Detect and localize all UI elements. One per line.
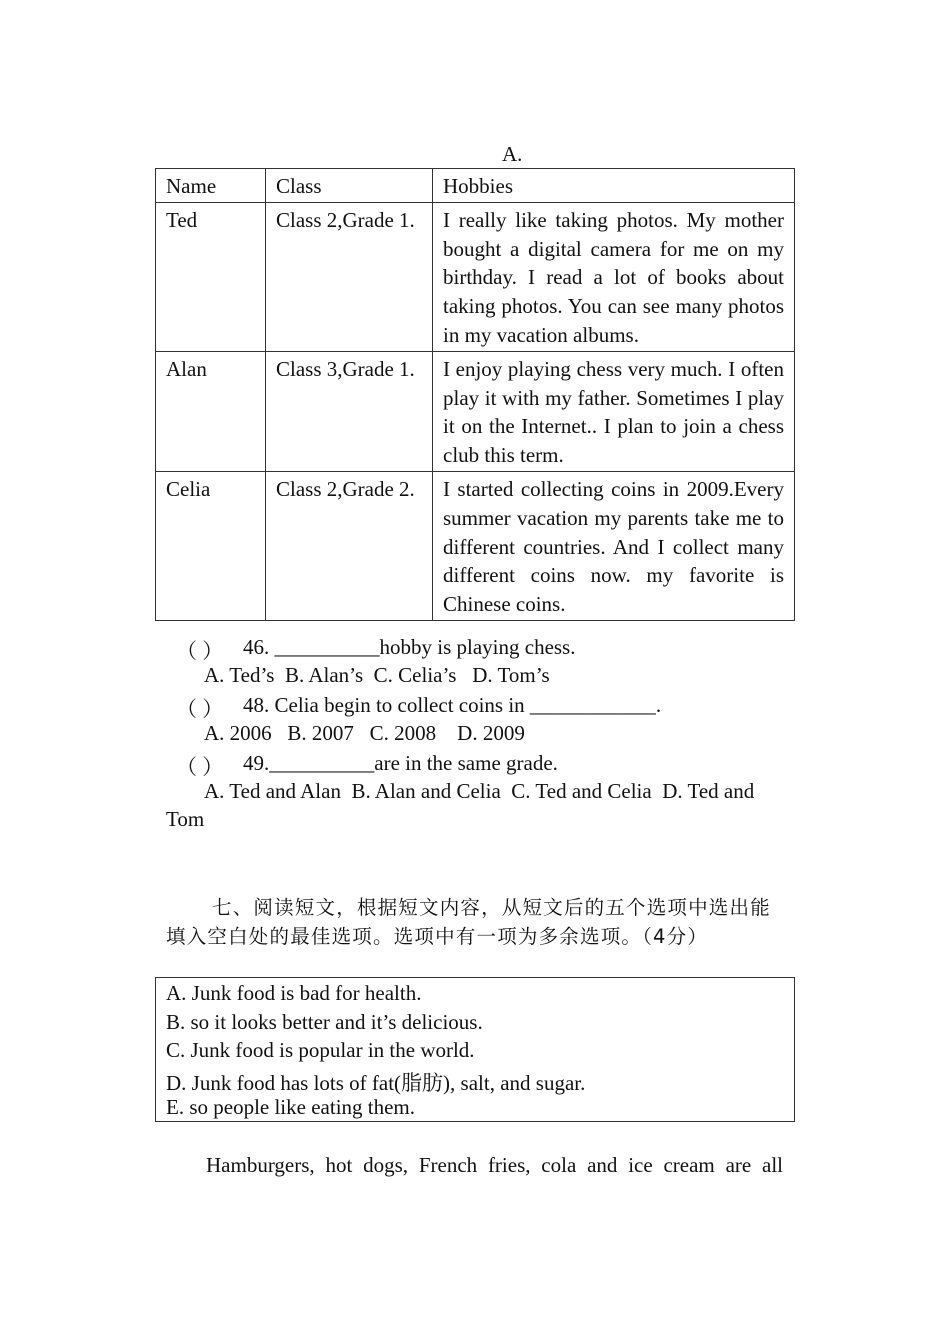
section-letter: A. (502, 142, 523, 166)
header-name: Name (156, 169, 266, 203)
options-49-wrap: Tom (166, 807, 205, 831)
options-48: A. 2006 B. 2007 C. 2008 D. 2009 (204, 721, 525, 745)
cell-class: Class 2,Grade 1. (266, 202, 433, 351)
choice-c: C. Junk food is popular in the world. (166, 1038, 475, 1062)
question-48: 48. Celia begin to collect coins in ____________. (243, 693, 662, 717)
table-row (156, 351, 795, 471)
cell-hobbies: I really like taking photos. My mother bought a digital camera for me on my birthday. I read a lot of books about taking photos. You can see many photos in my vacation albums. (433, 202, 795, 351)
question-46: 46. __________hobby is playing chess. (243, 635, 576, 659)
cell-name: Celia (156, 471, 266, 620)
choice-a: A. Junk food is bad for health. (166, 981, 422, 1005)
table-header-row (156, 169, 795, 203)
passage-first-line: Hamburgers, hot dogs, French fries, cola and ice cream are all (206, 1153, 783, 1177)
table-row (156, 202, 795, 351)
header-hobbies: Hobbies (433, 169, 795, 203)
cell-hobbies: I enjoy playing chess very much. I often play it with my father. Sometimes I play it on the Internet.. I plan to join a chess club this term. (433, 351, 795, 471)
hobbies-table (155, 168, 795, 621)
table-row (156, 471, 795, 620)
question-49: 49.__________are in the same grade. (243, 751, 558, 775)
answer-blank-49[interactable]: （ ） (176, 755, 224, 779)
cell-name: Ted (156, 202, 266, 351)
choices-box (155, 977, 795, 1122)
cell-class: Class 3,Grade 1. (266, 351, 433, 471)
answer-blank-46[interactable]: （ ） (176, 639, 224, 663)
header-class: Class (266, 169, 433, 203)
choice-e: E. so people like eating them. (166, 1095, 416, 1119)
section-7-instruction: 七、阅读短文，根据短文内容，从短文后的五个选项中选出能填入空白处的最佳选项。选项中有一项为多余选项。（4分） (166, 896, 771, 948)
choice-d: D. Junk food has lots of fat(脂肪), salt, and sugar. (166, 1071, 586, 1095)
options-49: A. Ted and Alan B. Alan and Celia C. Ted and Celia D. Ted and (204, 779, 755, 803)
cell-class: Class 2,Grade 2. (266, 471, 433, 620)
options-46: A. Ted’s B. Alan’s C. Celia’s D. Tom’s (204, 663, 550, 687)
answer-blank-48[interactable]: （ ） (176, 697, 224, 721)
choice-b: B. so it looks better and it’s delicious. (166, 1010, 483, 1034)
cell-name: Alan (156, 351, 266, 471)
cell-hobbies: I started collecting coins in 2009.Every summer vacation my parents take me to different countries. And I collect many different coins now. my favorite is Chinese coins. (433, 471, 795, 620)
